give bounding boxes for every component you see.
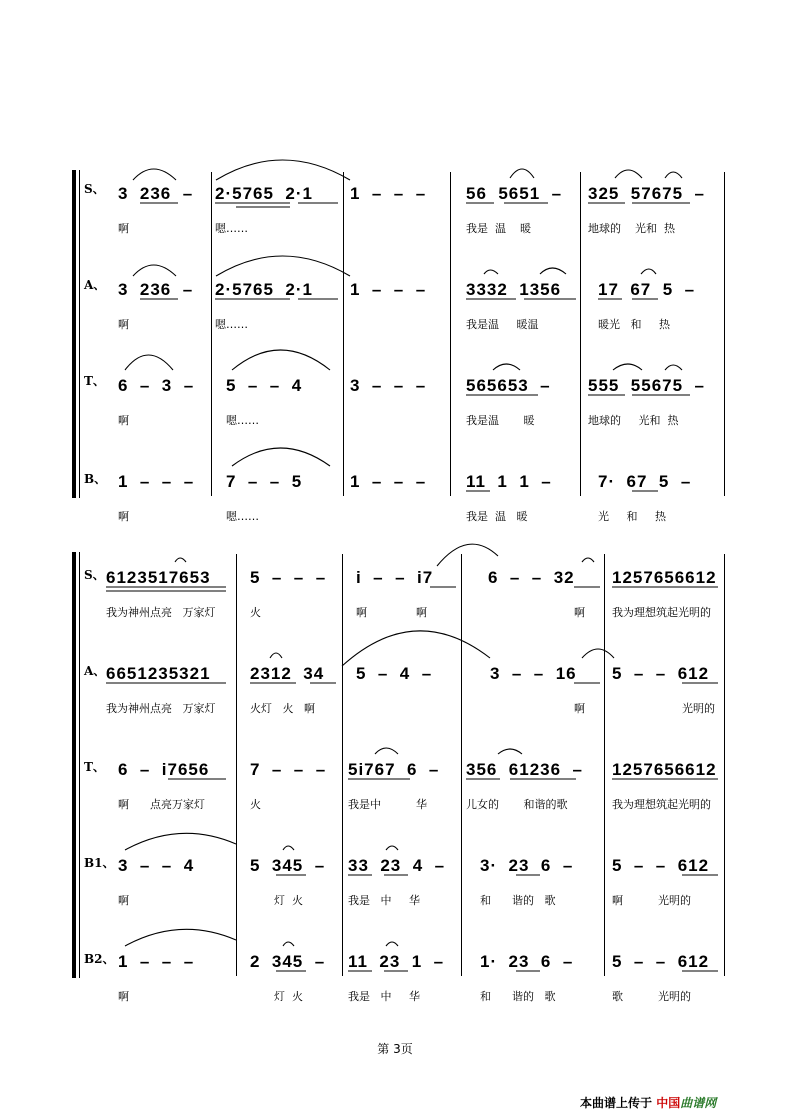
lyric: 啊 [574, 702, 585, 715]
slur [493, 364, 520, 370]
lyric: 啊 [118, 510, 129, 523]
measure-notes: 2312 34 [250, 664, 325, 683]
slur [510, 169, 534, 178]
measure-notes: 7 – – 5 [226, 472, 303, 491]
system-bracket [72, 170, 76, 498]
measure-notes: 7· 67 5 – [598, 472, 692, 491]
lyric: 灯 火 [274, 894, 303, 907]
voice-label: T、 [84, 760, 105, 774]
barline [236, 554, 237, 976]
lyric: 我为理想筑起光明的 [612, 798, 711, 811]
slur [216, 160, 350, 180]
lyric: 啊 点亮万家灯 [118, 798, 205, 811]
measure-notes: 3 – – – [350, 376, 427, 395]
lyric: 我为神州点亮 万家灯 [106, 702, 216, 715]
lyric: 灯 火 [274, 990, 303, 1003]
barline [450, 172, 451, 496]
barline [461, 554, 462, 976]
lyric: 我是 温 暖 [466, 510, 528, 523]
measure-notes: 1257656612 [612, 760, 717, 779]
slur [540, 268, 566, 274]
slur [665, 365, 682, 370]
measure-notes: 56 5651 – [466, 184, 563, 203]
slur [125, 833, 236, 850]
measure-notes: 1 – – – [118, 952, 195, 971]
page-number: 第 3页 [377, 1042, 413, 1056]
lyric: 地球的 光和 热 [588, 414, 679, 427]
slur [133, 265, 176, 276]
lyric: 嗯…… [215, 222, 248, 235]
voice-label: B、 [84, 472, 107, 486]
barline [604, 554, 605, 976]
measure-notes: 1 – – – [350, 472, 427, 491]
slur [283, 942, 294, 946]
barline [211, 172, 212, 496]
site-logo-qupu: 曲谱网 [680, 1096, 717, 1110]
lyric: 啊 [118, 894, 129, 907]
lyric: 我为理想筑起光明的 [612, 606, 711, 619]
lyric: 我是 中 华 [348, 894, 420, 907]
measure-notes: 6 – – 32 [488, 568, 575, 587]
lyric: 嗯…… [215, 318, 248, 331]
slur [437, 544, 498, 566]
measure-notes: 325 57675 – [588, 184, 705, 203]
system-bracket-line [79, 552, 80, 978]
lyric: 光明的 [682, 702, 715, 715]
lyric: 我是温 暖 [466, 414, 535, 427]
measure-notes: 3· 23 6 – [480, 856, 574, 875]
slur [232, 350, 330, 370]
site-logo-cn: 中国 [656, 1096, 681, 1110]
measure-notes: 1· 23 6 – [480, 952, 574, 971]
lyric: 我是 温 暖 [466, 222, 531, 235]
voice-label: S、 [84, 568, 105, 582]
lyric: 儿女的 和谐的歌 [466, 798, 568, 811]
measure-notes: i – – i7 [356, 568, 434, 587]
measure-notes: 5 – – 4 [226, 376, 303, 395]
measure-notes: 5i767 6 – [348, 760, 440, 779]
lyric: 和 谐的 歌 [480, 894, 556, 907]
slur [641, 269, 656, 274]
measure-notes: 1257656612 [612, 568, 717, 587]
measure-notes: 6651235321 [106, 664, 211, 683]
lyric: 啊 光明的 [612, 894, 691, 907]
upload-prefix: 本曲谱上传于 [580, 1096, 653, 1110]
measure-notes: 5 – – 612 [612, 856, 710, 875]
voice-label: B2、 [84, 952, 115, 966]
lyric: 光 和 热 [598, 510, 666, 523]
slur [582, 558, 594, 562]
lyric: 我是中 华 [348, 798, 427, 811]
lyric: 我是 中 华 [348, 990, 420, 1003]
lyric: 我是温 暖温 [466, 318, 539, 331]
measure-notes: 3 236 – [118, 280, 194, 299]
barline [342, 554, 343, 976]
measure-notes: 33 23 4 – [348, 856, 446, 875]
voice-label: A、 [84, 278, 106, 292]
slur [283, 846, 294, 850]
slur [125, 929, 236, 946]
slur [175, 558, 186, 562]
measure-notes: 5 – – 612 [612, 952, 710, 971]
measure-notes: 2·5765 2·1 [215, 184, 313, 203]
lyric: 我为神州点亮 万家灯 [106, 606, 216, 619]
lyric: 啊 [118, 222, 129, 235]
measure-notes: 3 236 – [118, 184, 194, 203]
voice-label: A、 [84, 664, 106, 678]
measure-notes: 5 – – 612 [612, 664, 710, 683]
slur [232, 448, 330, 466]
measure-notes: 5 345 – [250, 856, 326, 875]
slur [582, 649, 614, 658]
slur [216, 256, 350, 276]
lyric: 啊 啊 [356, 606, 427, 619]
lyric: 火 [250, 798, 261, 811]
measure-notes: 2·5765 2·1 [215, 280, 313, 299]
voice-label: S、 [84, 182, 105, 196]
slur [342, 631, 490, 666]
measure-notes: 17 67 5 – [598, 280, 696, 299]
measure-notes: 2 345 – [250, 952, 326, 971]
lyric: 嗯…… [226, 510, 259, 523]
measure-notes: 3332 1356 [466, 280, 562, 299]
measure-notes: 7 – – – [250, 760, 327, 779]
slur [386, 942, 398, 946]
slur [125, 355, 173, 370]
lyric: 暖光 和 热 [598, 318, 670, 331]
lyric: 地球的 光和 热 [588, 222, 675, 235]
lyric: 啊 [118, 990, 129, 1003]
measure-notes: 3 – – 4 [118, 856, 195, 875]
barline [343, 172, 344, 496]
barline [580, 172, 581, 496]
measure-notes: 1 – – – [118, 472, 195, 491]
barline [724, 172, 725, 496]
lyric: 啊 [118, 414, 129, 427]
slur [133, 169, 176, 180]
slur [498, 749, 522, 754]
voice-label: T、 [84, 374, 105, 388]
measure-notes: 6 – 3 – [118, 376, 195, 395]
slur [484, 270, 498, 274]
slur [375, 748, 398, 754]
system-bracket [72, 552, 76, 978]
slur [613, 364, 642, 370]
lyric: 歌 光明的 [612, 990, 691, 1003]
measure-notes: 11 1 1 – [466, 472, 552, 491]
barline [724, 554, 725, 976]
measure-notes: 555 55675 – [588, 376, 705, 395]
measure-notes: 11 23 1 – [348, 952, 445, 971]
measure-notes: 6 – i7656 [118, 760, 210, 779]
measure-notes: 356 61236 – [466, 760, 583, 779]
measure-notes: 5 – 4 – [356, 664, 433, 683]
lyric: 啊 [118, 318, 129, 331]
measure-notes: 3 – – 16 [490, 664, 577, 683]
measure-notes: 6123517653 [106, 568, 211, 587]
measure-notes: 1 – – – [350, 184, 427, 203]
system-bracket-line [79, 170, 80, 498]
lyric: 嗯…… [226, 414, 259, 427]
lyric: 火灯 火 啊 [250, 702, 315, 715]
slur [665, 172, 682, 178]
measure-notes: 5 – – – [250, 568, 327, 587]
slur [386, 846, 398, 850]
slur [270, 653, 282, 658]
lyric: 火 [250, 606, 261, 619]
upload-credit [580, 1094, 716, 1111]
measure-notes: 1 – – – [350, 280, 427, 299]
measure-notes: 565653 – [466, 376, 551, 395]
lyric: 啊 [574, 606, 585, 619]
voice-label: B1、 [84, 856, 115, 870]
lyric: 和 谐的 歌 [480, 990, 556, 1003]
slur [615, 170, 642, 178]
